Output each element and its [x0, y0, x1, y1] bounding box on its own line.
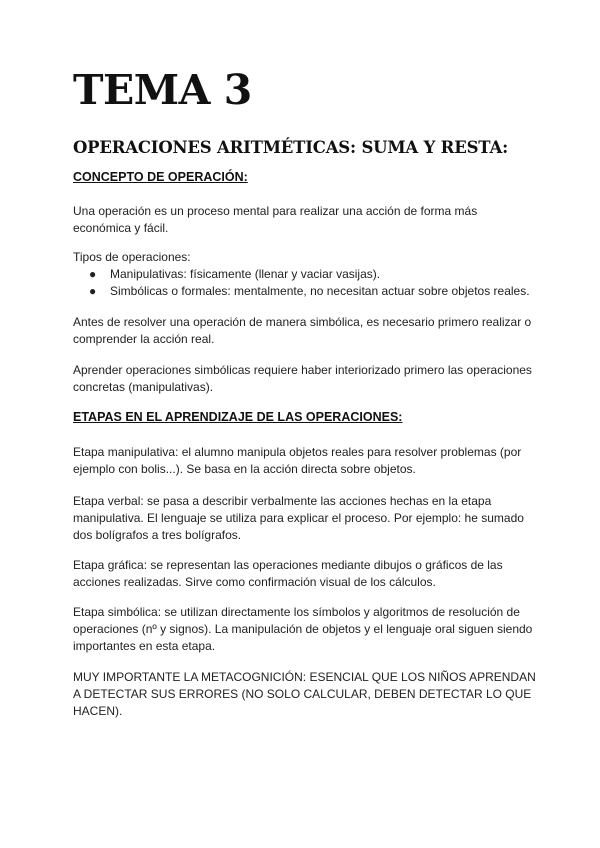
- list-item: [73, 266, 530, 283]
- paragraph-definition: Una operación es un proceso mental para realizar una acción de forma más económica y fácil.: [73, 204, 478, 235]
- paragraph-etapa-verbal: Etapa verbal: se pasa a describir verbalmente las acciones hechas en la etapa manipulativa. El lenguaje se utiliza para explicar el proceso. Por ejemplo: he sumado dos bolígrafos a tres bolígrafos.: [73, 494, 524, 542]
- document-subtitle: OPERACIONES ARITMÉTICAS: SUMA Y RESTA:: [73, 138, 508, 157]
- paragraph-etapa-manipulativa: Etapa manipulativa: el alumno manipula objetos reales para resolver problemas (por ejemplo con bolis...). Se basa en la acción directa sobre objetos.: [73, 445, 522, 476]
- paragraph-antes: Antes de resolver una operación de manera simbólica, es necesario primero realizar o comprender la acción real.: [73, 315, 532, 346]
- page-title: TEMA 3: [73, 66, 252, 114]
- list-item: [73, 283, 530, 300]
- list-item-text: Simbólicas o formales: mentalmente, no necesitan actuar sobre objetos reales.: [110, 284, 530, 298]
- operation-types-list: [73, 266, 530, 300]
- section-heading-etapas: ETAPAS EN EL APRENDIZAJE DE LAS OPERACIONES:: [73, 410, 403, 424]
- paragraph-etapa-simbolica: Etapa simbólica: se utilizan directamente los símbolos y algoritmos de resolución de operaciones (nº y signos). La manipulación de objetos y el lenguaje oral siguen siendo importantes en esta etapa.: [73, 605, 533, 653]
- paragraph-aprender: Aprender operaciones simbólicas requiere haber interiorizado primero las operaciones concretas (manipulativas).: [73, 363, 532, 394]
- paragraph-metacognicion: MUY IMPORTANTE LA METACOGNICIÓN: ESENCIAL QUE LOS NIÑOS APRENDAN A DETECTAR SUS ERRORES (NO SOLO CALCULAR, DEBEN DETECTAR LO QUE HACEN).: [73, 670, 536, 718]
- paragraph-types-intro: Tipos de operaciones:: [73, 250, 191, 264]
- list-item-text: Manipulativas: físicamente (llenar y vaciar vasijas).: [110, 267, 381, 281]
- paragraph-etapa-grafica: Etapa gráfica: se representan las operaciones mediante dibujos o gráficos de las acciones realizadas. Sirve como confirmación visual de los cálculos.: [73, 558, 503, 589]
- bullet-icon: ●: [89, 267, 97, 281]
- bullet-icon: ●: [89, 284, 97, 298]
- section-heading-concepto: CONCEPTO DE OPERACIÓN:: [73, 170, 248, 184]
